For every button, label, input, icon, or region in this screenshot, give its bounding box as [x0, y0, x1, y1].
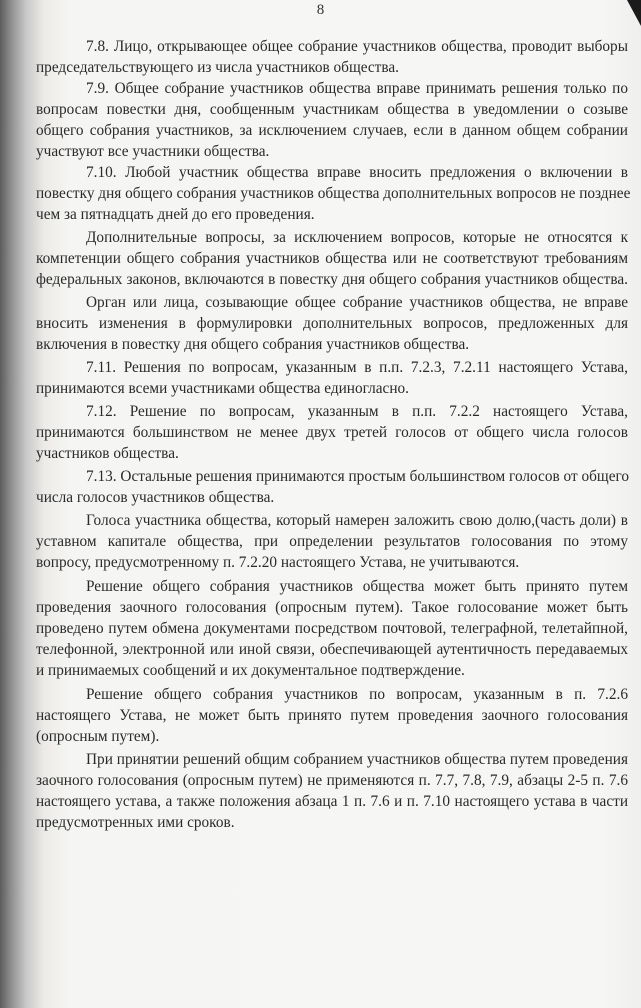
paragraph-absentee-voting-line: проведено путем обмена документами посредством почтовой, телеграфной, телетайпной,: [36, 620, 628, 637]
paragraph-convening-body-line: вносить изменения в формулировки дополнительных вопросов, предложенных для: [36, 315, 628, 332]
paragraph-7-11-line: принимаются всеми участниками общества единогласно.: [36, 380, 410, 397]
paragraph-7-10-line: повестку дня общего собрания участников общества дополнительных вопросов не позднее: [36, 185, 631, 202]
paragraph-convening-body-line: включения в повестку дня общего собрания участников общества.: [36, 336, 470, 353]
paragraph-pledged-share-votes-line: уставном капитале общества, при определении результатов голосования по этому: [36, 533, 628, 550]
paragraph-7-12-line: принимаются большинством не менее двух третей голосов от общего числа голосов: [36, 424, 628, 441]
paragraph-726-exclusion-line: настоящего Устава, не может быть принято путем проведения заочного голосования: [36, 707, 628, 724]
paragraph-convening-body-line: Орган или лица, созывающие общее собрание участников общества, не вправе: [86, 294, 628, 311]
paragraph-additional-questions-line: Дополнительные вопросы, за исключением вопросов, которые не относятся к: [86, 229, 628, 246]
paragraph-absentee-voting-line: проведения заочного голосования (опросным путем). Такое голосование может быть: [36, 599, 628, 616]
paragraph-absentee-exceptions-line: предусмотренных ими сроков.: [36, 814, 235, 831]
paragraph-7-9-line: общего собрания участников, за исключением случаев, если в данном общем собрании: [36, 122, 628, 139]
paragraph-absentee-voting-line: Решение общего собрания участников общества может быть принято путем: [86, 578, 628, 595]
paragraph-7-11-line: 7.11. Решения по вопросам, указанным в п.п. 7.2.3, 7.2.11 настоящего Устава,: [86, 359, 628, 376]
paragraph-pledged-share-votes-line: Голоса участника общества, который намерен заложить свою долю,(часть доли) в: [86, 512, 628, 529]
paragraph-absentee-voting-line: и принимаемых сообщений и их документальное подтверждение.: [36, 662, 465, 679]
paragraph-7-10-line: 7.10. Любой участник общества вправе вносить предложения о включении в: [86, 164, 628, 181]
paragraph-7-8-line: председательствующего из числа участников общества.: [36, 59, 400, 76]
paragraph-absentee-voting-line: телефонной, электронной или иной связи, обеспечивающей аутентичность передаваемых: [36, 641, 628, 658]
paragraph-7-12-line: участников общества.: [36, 445, 179, 462]
paragraph-7-9-line: 7.9. Общее собрание участников общества вправе принимать решения только по: [86, 80, 628, 97]
paragraph-726-exclusion-line: (опросным путем).: [36, 728, 160, 745]
paragraph-absentee-exceptions-line: При принятии решений общим собранием участников общества путем проведения: [86, 751, 628, 768]
paragraph-absentee-exceptions-line: заочного голосования (опросным путем) не применяются п. 7.7, 7.8, 7.9, абзацы 2-5 п. 7.6: [36, 772, 628, 789]
page-number: 8: [316, 2, 325, 18]
paragraph-7-9-line: вопросам повестки дня, сообщенным участникам общества в уведомлении о созыве: [36, 101, 628, 118]
paragraph-absentee-exceptions-line: настоящего устава, а также положения абзаца 1 п. 7.6 и п. 7.10 настоящего устава в части: [36, 793, 628, 810]
paragraph-7-13-line: 7.13. Остальные решения принимаются простым большинством голосов от общего: [86, 468, 630, 485]
paragraph-7-10-line: чем за пятнадцать дней до его проведения.: [36, 206, 315, 223]
paragraph-additional-questions-line: федеральных законов, включаются в повестку дня общего собрания участников общества.: [36, 271, 628, 288]
paragraph-pledged-share-votes-line: вопросу, предусмотренному п. 7.2.20 настоящего Устава, не учитываются.: [36, 554, 520, 571]
paragraph-7-8-line: 7.8. Лицо, открывающее общее собрание участников общества, проводит выборы: [86, 38, 628, 55]
paragraph-726-exclusion-line: Решение общего собрания участников по вопросам, указанным в п. 7.2.6: [86, 686, 628, 703]
paragraph-7-9-line: участвуют все участники общества.: [36, 143, 270, 160]
paragraph-additional-questions-line: компетенции общего собрания участников общества или не соответствуют требованиям: [36, 250, 628, 267]
paragraph-7-12-line: 7.12. Решение по вопросам, указанным в п.п. 7.2.2 настоящего Устава,: [86, 403, 628, 420]
paragraph-7-13-line: числа голосов участников общества.: [36, 489, 275, 506]
